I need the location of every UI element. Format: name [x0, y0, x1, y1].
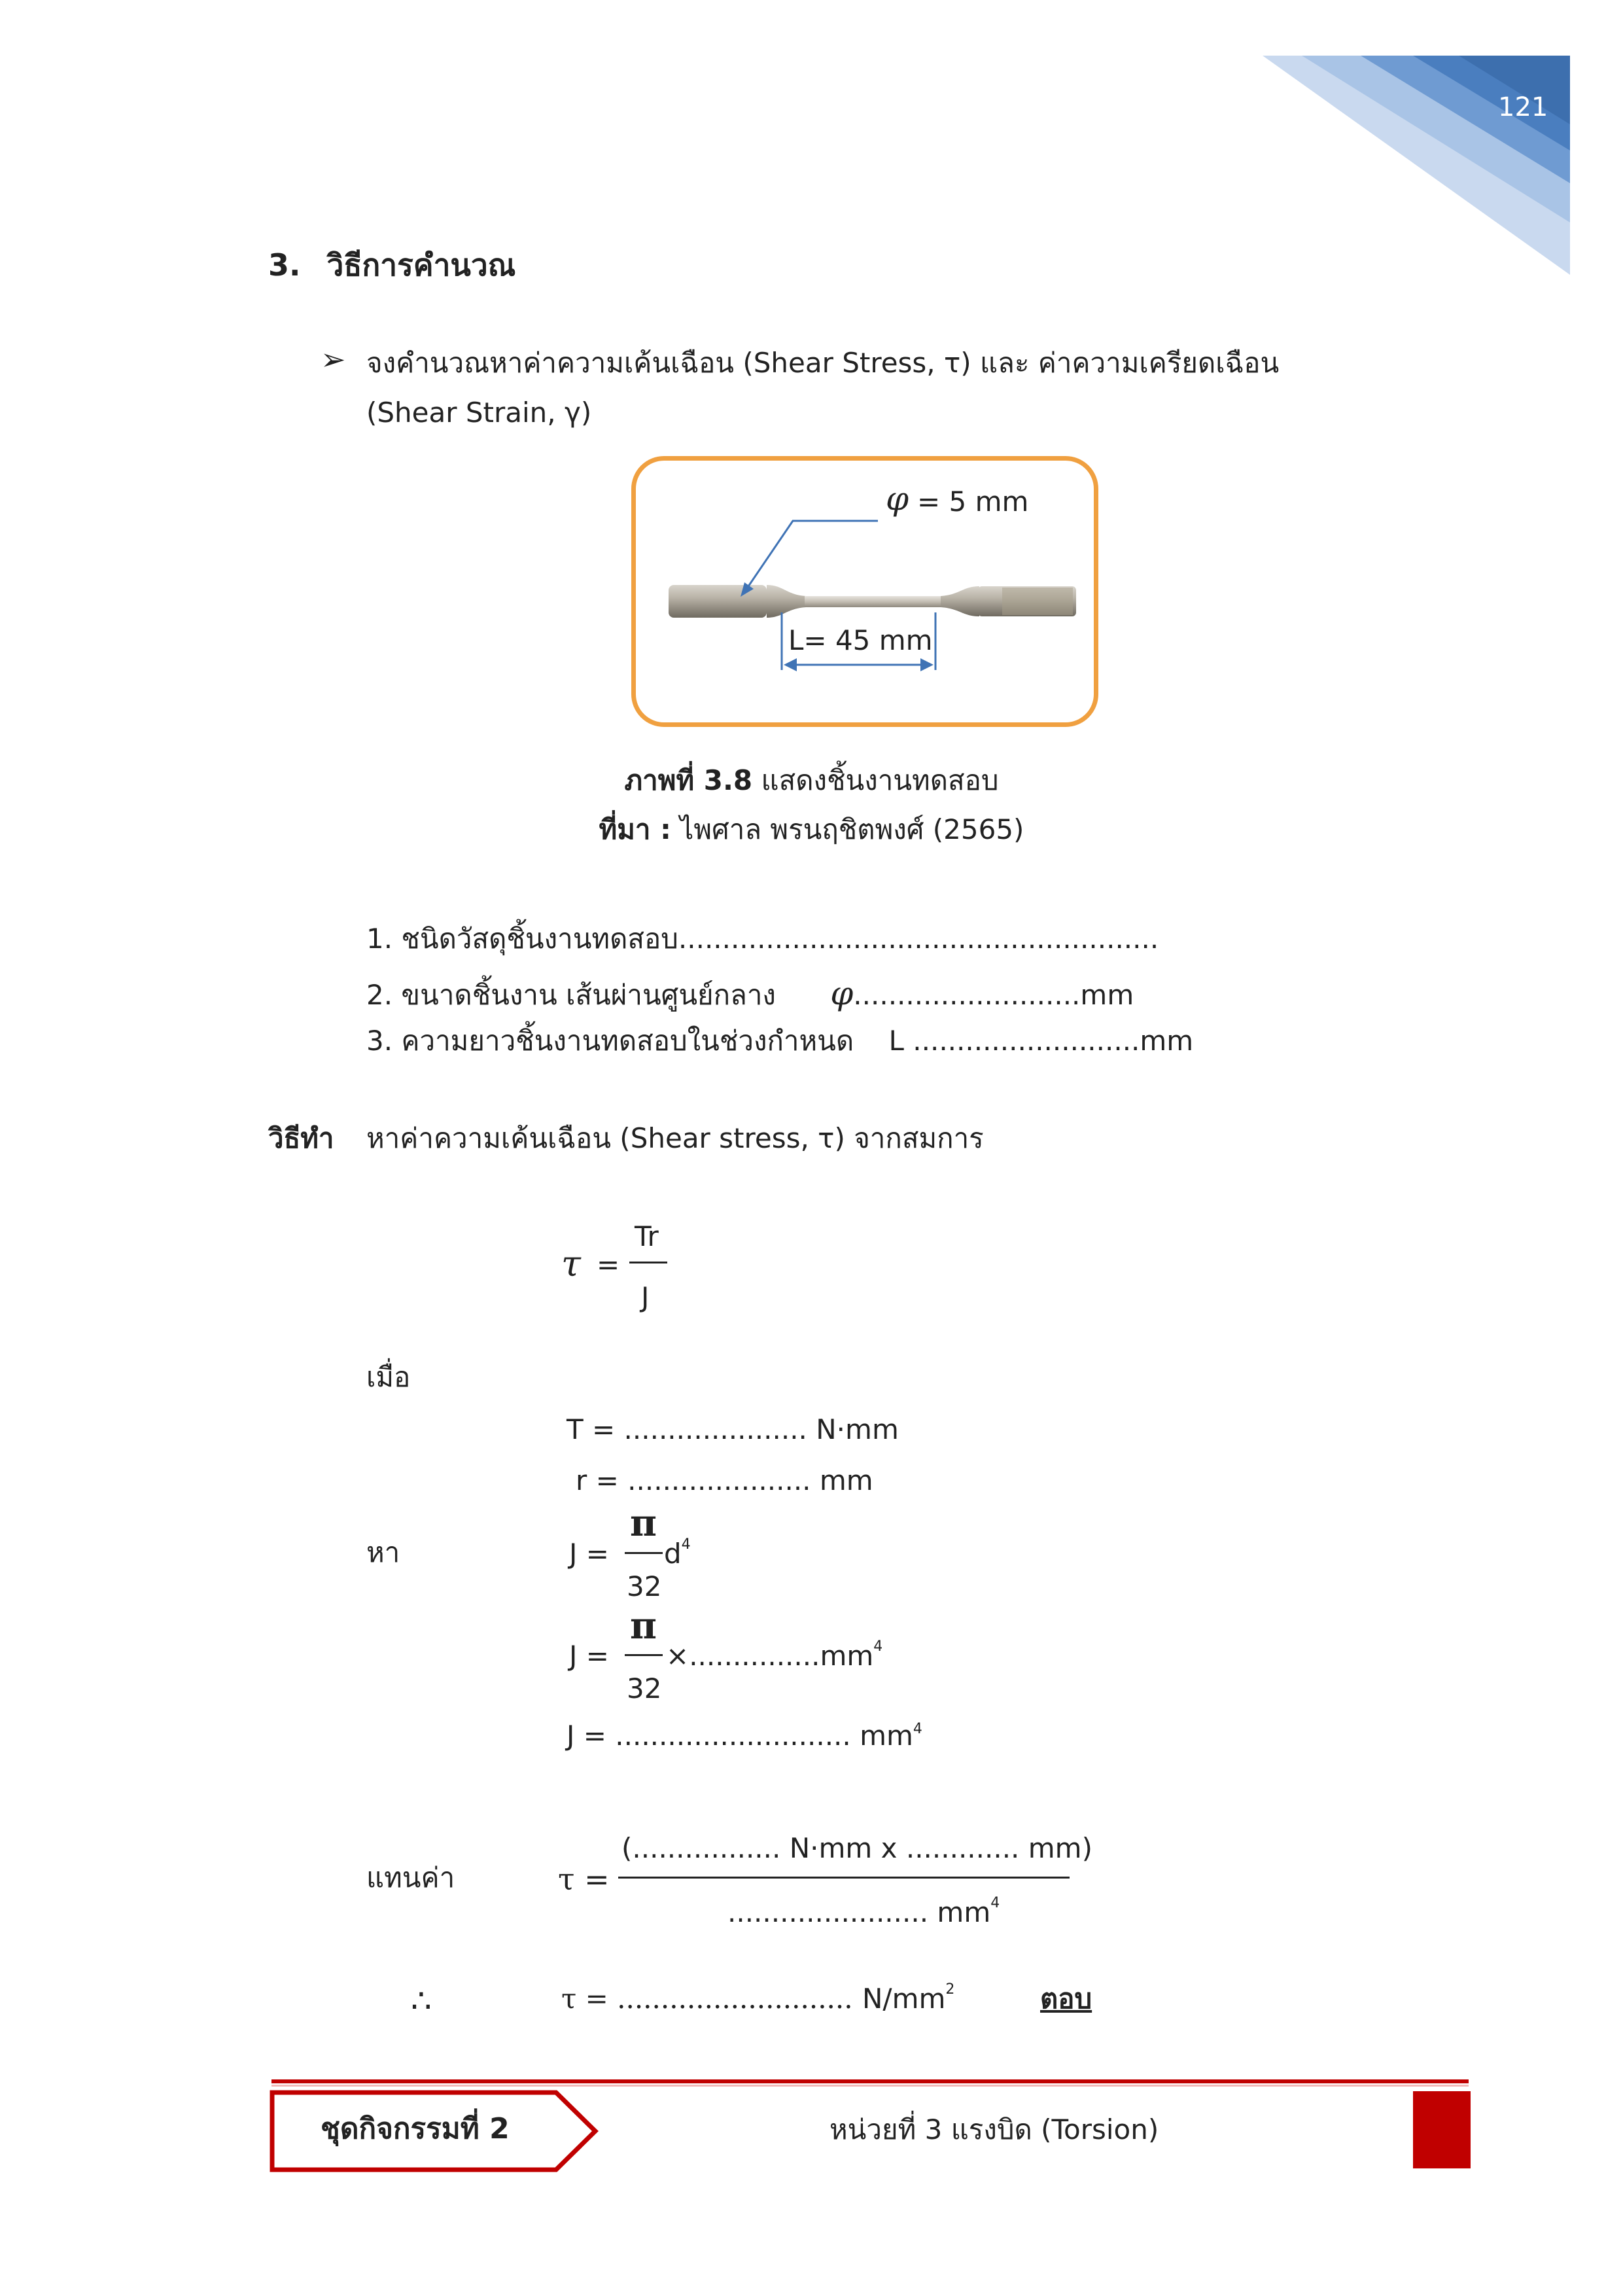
- j2-value: ×...............mm: [666, 1640, 874, 1672]
- intro-line-2: (Shear Strain, γ): [366, 397, 592, 429]
- method-text: หาค่าความเค้นเฉือน (Shear stress, τ) จากสมการ: [366, 1122, 984, 1154]
- j1-den: 32: [627, 1570, 662, 1602]
- section-title: วิธีการคำนวณ: [326, 247, 516, 283]
- j3-exp: 4: [913, 1721, 922, 1737]
- where-label: เมื่อ: [366, 1361, 411, 1393]
- footer-unit: หน่วยที่ 3 แรงบิด (Torsion): [829, 2113, 1159, 2146]
- j2-lhs: J =: [569, 1640, 609, 1672]
- page-number: 121: [1498, 92, 1548, 122]
- figure-source: [0, 813, 1623, 846]
- substitute-label: แทนค่า: [366, 1862, 455, 1894]
- j1-exp: 4: [681, 1536, 691, 1553]
- find-label: หา: [366, 1536, 400, 1568]
- corner-decoration: [1263, 52, 1570, 275]
- answer-unit: [862, 1983, 954, 2015]
- formula-numerator: Tr: [635, 1220, 659, 1252]
- j1-rhs: [664, 1538, 691, 1570]
- formula-fraction-bar: [629, 1262, 667, 1263]
- item-2-symbol: φ: [830, 974, 854, 1012]
- j2-rhs: [666, 1640, 882, 1672]
- where-T: T = ..................... N·mm: [567, 1413, 899, 1445]
- j2-pi: π: [630, 1604, 657, 1648]
- footer-red-block: [1413, 2091, 1471, 2168]
- formula-tau: τ: [561, 1243, 581, 1284]
- footer-rule: [271, 2079, 1469, 2083]
- source-label: ที่มา :: [599, 813, 671, 845]
- j2-exp: 4: [873, 1638, 883, 1655]
- item-3-suffix: ..........................mm: [913, 1025, 1194, 1057]
- answer-value: τ = ...........................: [561, 1983, 853, 2015]
- section-number: 3.: [268, 247, 301, 283]
- j2-fraction-bar: [625, 1654, 663, 1656]
- footer-activity: ชุดกิจกรรมที่ 2: [321, 2112, 510, 2146]
- where-r: r = ..................... mm: [576, 1464, 873, 1496]
- j1-lhs: J =: [569, 1538, 609, 1570]
- intro-line-1: จงคำนวณหาค่าความเค้นเฉือน (Shear Stress, τ) และ ค่าความเครียดเฉือน: [366, 347, 1280, 379]
- item-2-suffix: ..........................mm: [853, 979, 1134, 1011]
- caption-text: แสดงชิ้นงานทดสอบ: [752, 764, 999, 796]
- diameter-symbol: φ: [886, 480, 909, 518]
- footer-rule-shadow: [271, 2085, 1469, 2087]
- item-2: [366, 974, 1134, 1013]
- figure-caption: [0, 764, 1623, 797]
- j1-pi: π: [630, 1502, 657, 1545]
- formula-eq: =: [597, 1248, 620, 1280]
- j1-d: d: [664, 1538, 682, 1570]
- item-1: 1. ชนิดวัสดุชิ้นงานทดสอบ.......................................................: [366, 923, 1159, 955]
- diameter-label: = 5 mm: [917, 486, 1029, 518]
- source-text: ไพศาล พรนฤชิตพงศ์ (2565): [671, 813, 1024, 845]
- answer-tau: [561, 1983, 853, 2015]
- substitute-denominator: [727, 1896, 1000, 1929]
- item-3-label: 3. ความยาวชิ้นงานทดสอบในช่วงกำหนด: [366, 1025, 854, 1057]
- formula-denominator: J: [641, 1281, 650, 1313]
- substitute-den-value: ....................... mm: [727, 1896, 991, 1928]
- length-label: L= 45 mm: [788, 624, 933, 656]
- j1-fraction-bar: [625, 1552, 663, 1554]
- figure-frame: [631, 456, 1098, 727]
- answer-unit-text: N/mm: [862, 1983, 946, 2015]
- substitute-numerator: (................. N·mm x ............. mm): [621, 1832, 1092, 1864]
- substitute-tau: τ =: [558, 1862, 610, 1897]
- substitute-fraction-bar: [618, 1877, 1070, 1879]
- therefore-symbol: ∴: [411, 1982, 432, 2020]
- section-heading: [268, 247, 515, 283]
- j3-value: J = ........................... mm: [567, 1720, 913, 1752]
- answer-label: ตอบ: [1040, 1983, 1092, 2015]
- j2-den: 32: [627, 1672, 662, 1704]
- substitute-den-exp: 4: [990, 1895, 1000, 1911]
- bullet-icon: ➢: [321, 342, 346, 377]
- item-2-label: 2. ขนาดชิ้นงาน เส้นผ่านศูนย์กลาง: [366, 979, 776, 1011]
- method-label: วิธีทำ: [268, 1122, 334, 1154]
- caption-number: ภาพที่ 3.8: [624, 764, 753, 796]
- item-3: [366, 1025, 1193, 1057]
- j3: [567, 1720, 922, 1752]
- item-3-symbol: L: [888, 1025, 904, 1057]
- answer-unit-exp: 2: [945, 1981, 955, 1998]
